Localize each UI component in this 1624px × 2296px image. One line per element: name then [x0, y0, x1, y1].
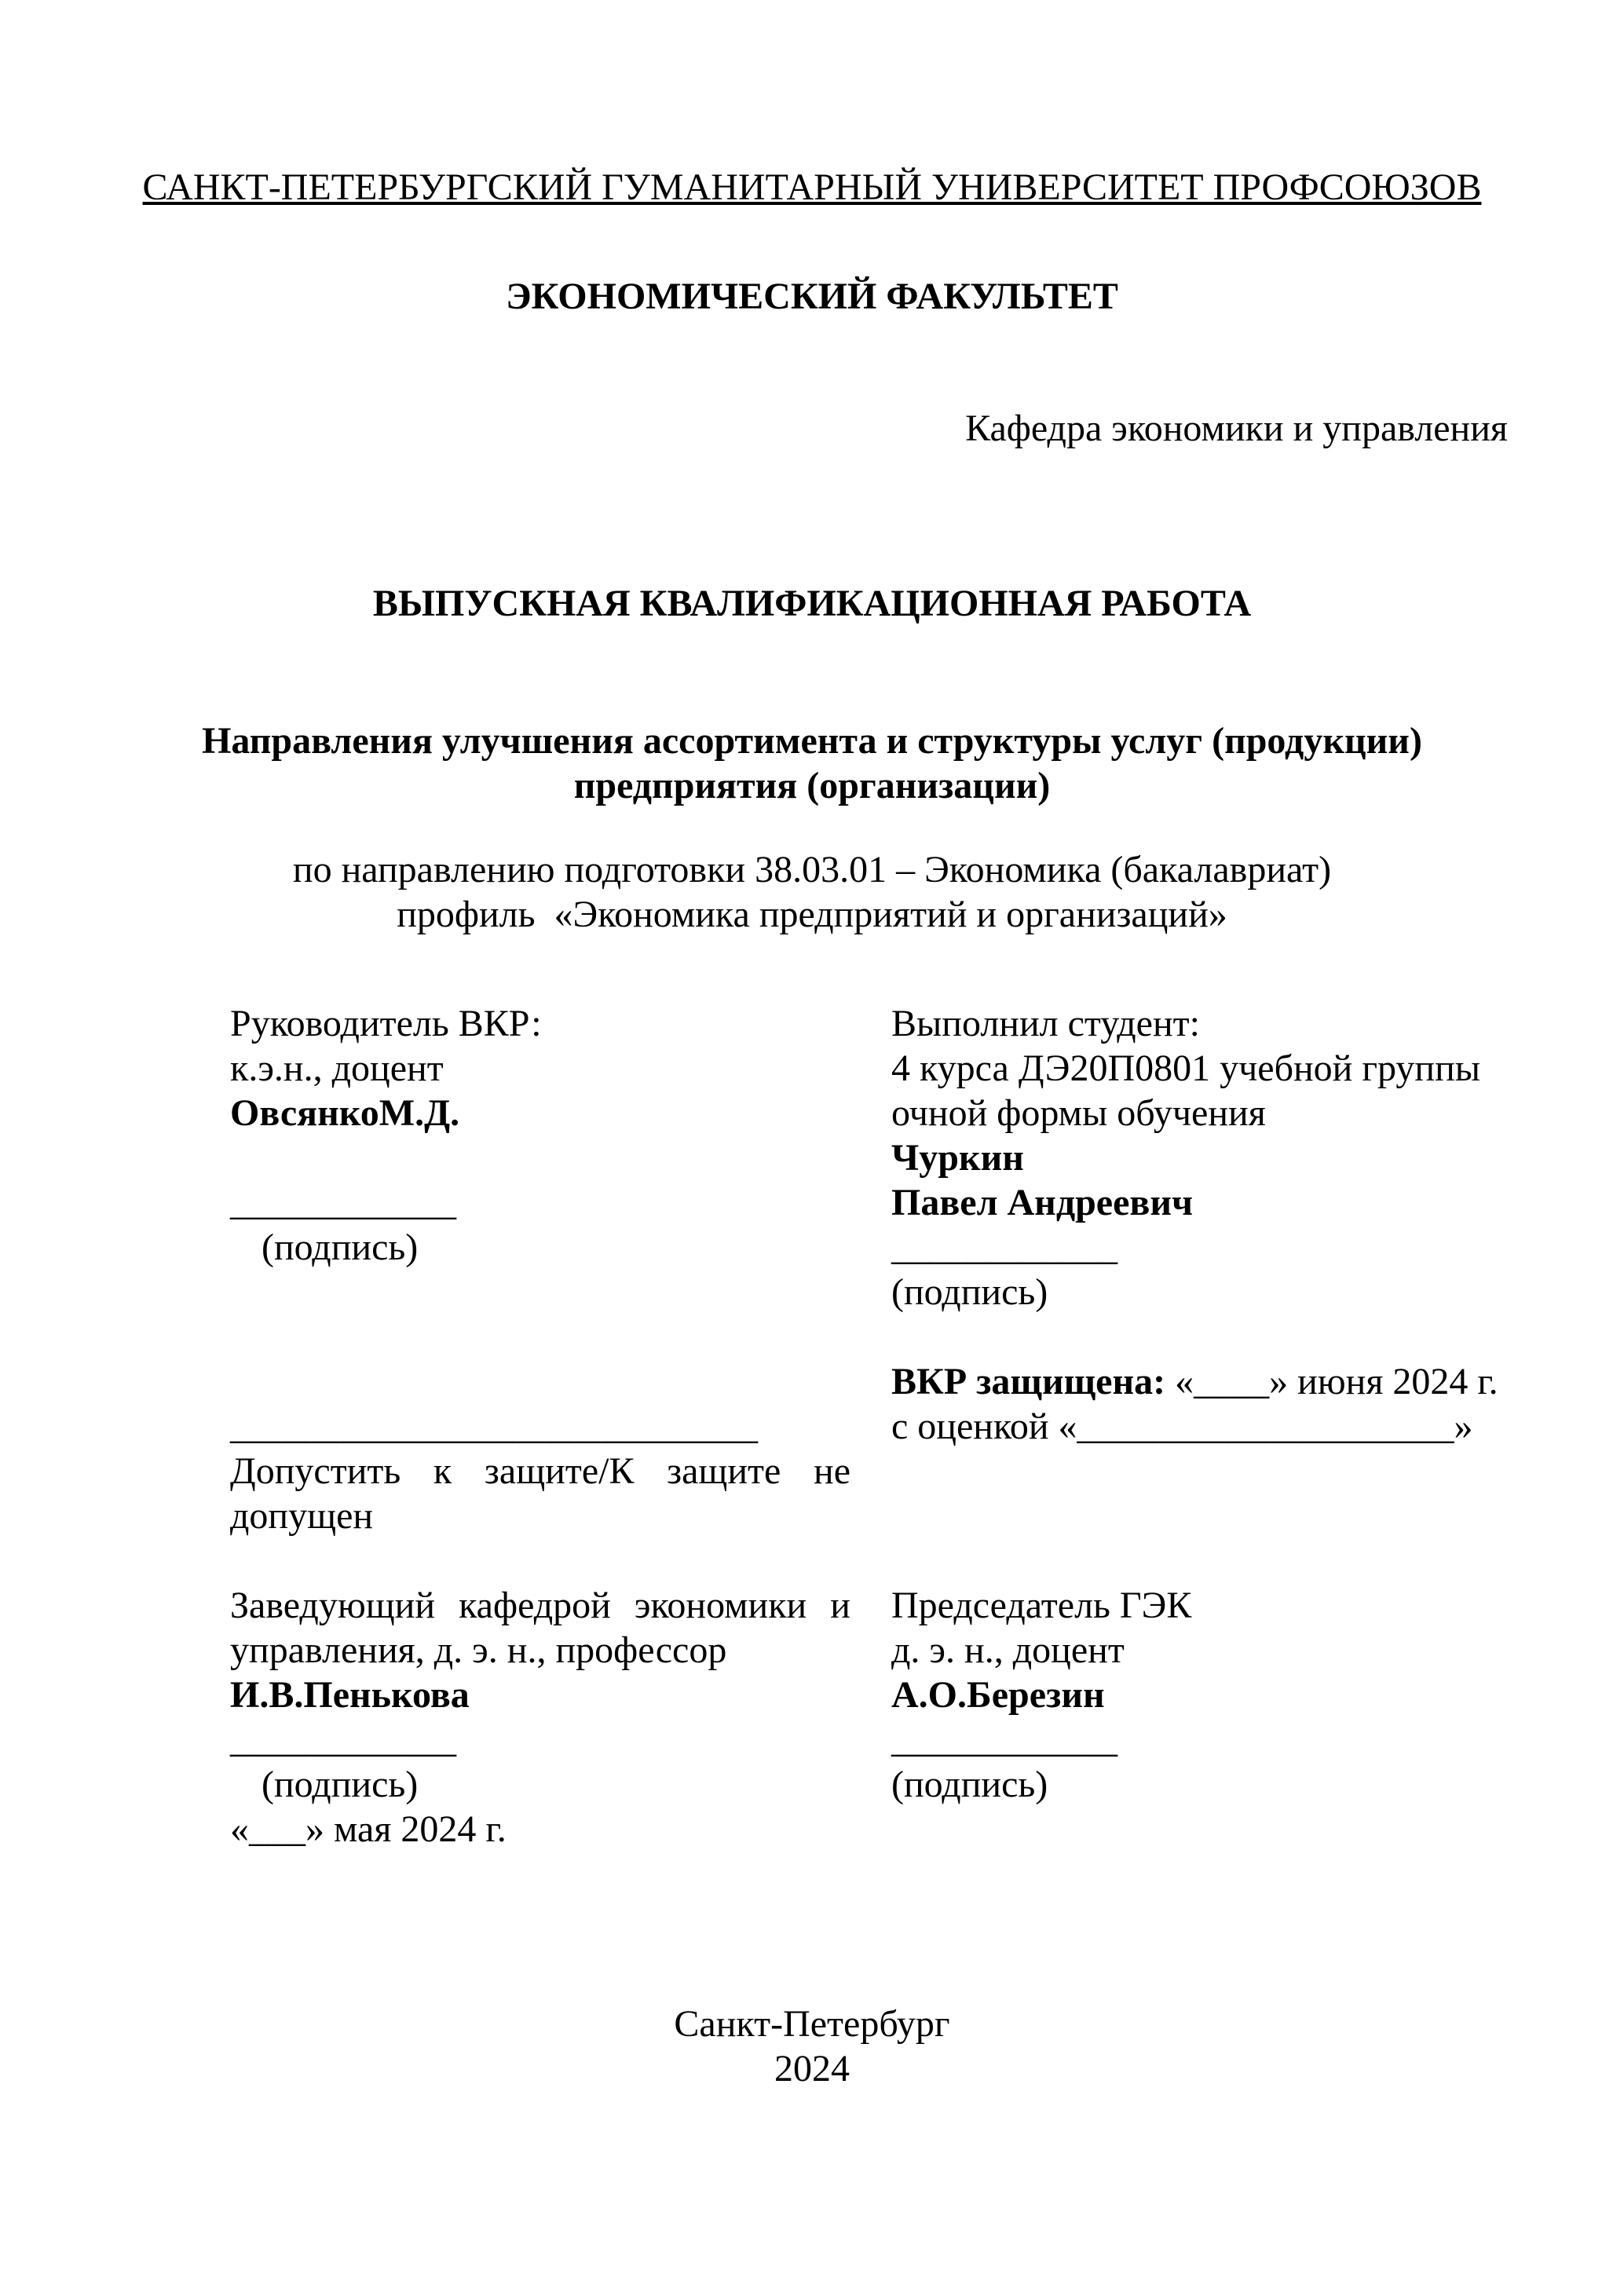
supervisor-name: ОвсянкоМ.Д.	[230, 1092, 460, 1134]
head-date-line: «___» мая 2024 г.	[230, 1808, 507, 1850]
work-type-heading: ВЫПУСКНАЯ КВАЛИФИКАЦИОННАЯ РАБОТА	[372, 583, 1252, 624]
head-signature-caption: (подпись)	[262, 1764, 419, 1805]
chairman-label: Председатель ГЭК	[891, 1585, 1192, 1626]
signatures-section	[0, 1001, 1624, 1852]
grade-line: с оценкой «____________________»	[891, 1406, 1473, 1447]
department-head-name: И.В.Пенькова	[230, 1674, 470, 1716]
department-name: Кафедра экономики и управления	[965, 408, 1508, 449]
supervisor-column	[230, 1001, 850, 1852]
thesis-title-line1: Направления улучшения ассортимента и структуры услуг (продукции)	[202, 720, 1422, 762]
supervisor-label: Руководитель ВКР:	[230, 1003, 542, 1044]
defended-line	[891, 1359, 1508, 1404]
program-line: по направлению подготовки 38.03.01 – Экономика (бакалавриат)	[292, 849, 1332, 890]
student-label: Выполнил студент:	[891, 1003, 1200, 1044]
student-column	[891, 1001, 1508, 1852]
defended-date: «____» июня 2024 г.	[1165, 1361, 1498, 1402]
student-form: очной формы обучения	[891, 1092, 1266, 1134]
student-signature-caption: (подпись)	[891, 1271, 1048, 1313]
chairman-signature-caption: (подпись)	[891, 1764, 1048, 1805]
head-signature-line: ____________	[230, 1719, 456, 1760]
student-course: 4 курса ДЭ20П0801 учебной группы	[891, 1047, 1481, 1089]
student-name: Павел Андреевич	[891, 1182, 1194, 1223]
admission-signature-line: ____________________________	[230, 1406, 758, 1447]
chairman-degree: д. э. н., доцент	[891, 1629, 1125, 1671]
university-name-line	[0, 165, 1624, 210]
student-surname: Чуркин	[891, 1137, 1024, 1179]
university-name: САНКТ-ПЕТЕРБУРГСКИЙ ГУМАНИТАРНЫЙ УНИВЕРСИТЕТ ПРОФСОЮЗОВ	[142, 166, 1482, 208]
thesis-title-line2: предприятия (организации)	[573, 765, 1051, 806]
profile-line: профиль «Экономика предприятий и организаций»	[397, 894, 1227, 935]
supervisor-degree: к.э.н., доцент	[230, 1047, 444, 1089]
admission-text: Допустить к защите/К защите не допущен	[230, 1450, 850, 1537]
student-signature-line: ____________	[891, 1227, 1117, 1268]
chairman-name: А.О.Березин	[891, 1674, 1105, 1716]
top-margin	[0, 0, 1624, 165]
city-line: Санкт-Петербург	[674, 2003, 950, 2045]
supervisor-signature-caption: (подпись)	[262, 1227, 419, 1268]
supervisor-signature-line: ____________	[230, 1182, 456, 1223]
department-head-title: Заведующий кафедрой экономики и управления, д. э. н., профессор	[230, 1585, 850, 1671]
chairman-signature-line: ____________	[891, 1719, 1117, 1760]
year-line: 2024	[774, 2048, 850, 2089]
faculty-name: ЭКОНОМИЧЕСКИЙ ФАКУЛЬТЕТ	[506, 276, 1118, 317]
defended-label: ВКР защищена:	[891, 1361, 1166, 1402]
